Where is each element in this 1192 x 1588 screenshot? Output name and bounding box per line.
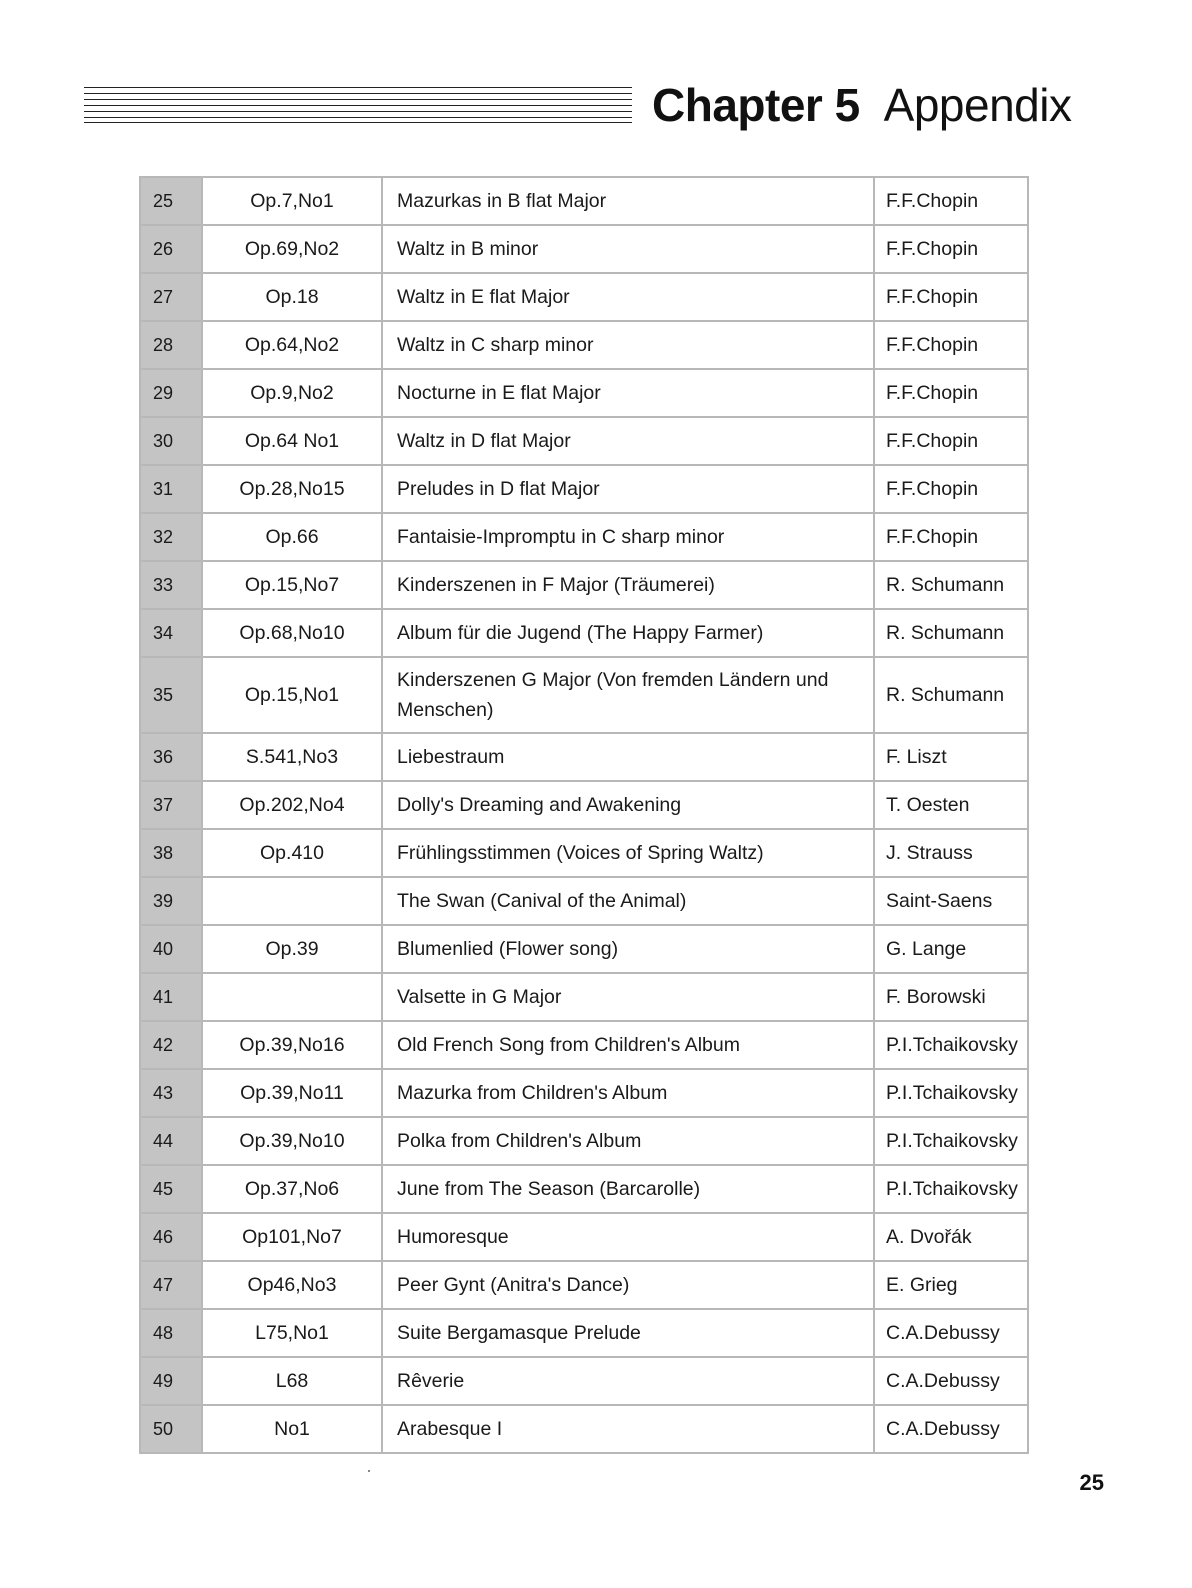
- table-row: [140, 925, 1028, 973]
- table-row: [140, 417, 1028, 465]
- table-row: [140, 369, 1028, 417]
- title-cell: Peer Gynt (Anitra's Dance): [382, 1261, 874, 1309]
- composer-cell: P.I.Tchaikovsky: [874, 1165, 1028, 1213]
- title-cell: The Swan (Canival of the Animal): [382, 877, 874, 925]
- composer-cell: P.I.Tchaikovsky: [874, 1117, 1028, 1165]
- opus-cell: Op.15,No7: [202, 561, 382, 609]
- opus-cell: Op.64,No2: [202, 321, 382, 369]
- page-number: 25: [1079, 1470, 1104, 1495]
- title-cell: Fantaisie-Impromptu in C sharp minor: [382, 513, 874, 561]
- table-row: [140, 1165, 1028, 1213]
- table-row: [140, 273, 1028, 321]
- composer-cell: P.I.Tchaikovsky: [874, 1021, 1028, 1069]
- row-number: 35: [140, 657, 202, 733]
- row-number: 27: [140, 273, 202, 321]
- composer-cell: R. Schumann: [874, 609, 1028, 657]
- table-row: [140, 1069, 1028, 1117]
- composer-cell: C.A.Debussy: [874, 1309, 1028, 1357]
- row-number: 28: [140, 321, 202, 369]
- row-number: 48: [140, 1309, 202, 1357]
- opus-cell: [202, 877, 382, 925]
- chapter-label: Chapter 5: [652, 79, 860, 131]
- title-cell: Nocturne in E flat Major: [382, 369, 874, 417]
- opus-cell: Op.18: [202, 273, 382, 321]
- row-number: 44: [140, 1117, 202, 1165]
- opus-cell: Op46,No3: [202, 1261, 382, 1309]
- opus-cell: Op.15,No1: [202, 657, 382, 733]
- composer-cell: E. Grieg: [874, 1261, 1028, 1309]
- composer-cell: C.A.Debussy: [874, 1357, 1028, 1405]
- table-row: [140, 609, 1028, 657]
- title-cell: Mazurka from Children's Album: [382, 1069, 874, 1117]
- title-cell: Waltz in D flat Major: [382, 417, 874, 465]
- row-number: 37: [140, 781, 202, 829]
- opus-cell: Op.410: [202, 829, 382, 877]
- opus-cell: Op.7,No1: [202, 177, 382, 225]
- row-number: 49: [140, 1357, 202, 1405]
- table-row: [140, 1213, 1028, 1261]
- opus-cell: Op.66: [202, 513, 382, 561]
- composer-cell: C.A.Debussy: [874, 1405, 1028, 1453]
- row-number: 41: [140, 973, 202, 1021]
- title-cell: Polka from Children's Album: [382, 1117, 874, 1165]
- opus-cell: Op.64 No1: [202, 417, 382, 465]
- title-cell: Blumenlied (Flower song): [382, 925, 874, 973]
- title-cell: Old French Song from Children's Album: [382, 1021, 874, 1069]
- title-cell: Humoresque: [382, 1213, 874, 1261]
- title-cell: Preludes in D flat Major: [382, 465, 874, 513]
- row-number: 38: [140, 829, 202, 877]
- table-row: [140, 1261, 1028, 1309]
- table-row: [140, 1309, 1028, 1357]
- composer-cell: F.F.Chopin: [874, 225, 1028, 273]
- table-row: [140, 513, 1028, 561]
- row-number: 25: [140, 177, 202, 225]
- table-row: [140, 781, 1028, 829]
- opus-cell: Op.28,No15: [202, 465, 382, 513]
- row-number: 39: [140, 877, 202, 925]
- row-number: 34: [140, 609, 202, 657]
- table-row: [140, 561, 1028, 609]
- opus-cell: Op.39,No10: [202, 1117, 382, 1165]
- table-row: [140, 973, 1028, 1021]
- composer-cell: R. Schumann: [874, 657, 1028, 733]
- title-cell: Album für die Jugend (The Happy Farmer): [382, 609, 874, 657]
- title-cell: Kinderszenen G Major (Von fremden Ländern und Menschen): [382, 657, 874, 733]
- title-cell: Waltz in E flat Major: [382, 273, 874, 321]
- composer-cell: F. Borowski: [874, 973, 1028, 1021]
- composer-cell: A. Dvořák: [874, 1213, 1028, 1261]
- opus-cell: Op101,No7: [202, 1213, 382, 1261]
- row-number: 43: [140, 1069, 202, 1117]
- table-row: [140, 465, 1028, 513]
- table-row: [140, 829, 1028, 877]
- composer-cell: Saint-Saens: [874, 877, 1028, 925]
- composer-cell: F. Liszt: [874, 733, 1028, 781]
- composer-cell: G. Lange: [874, 925, 1028, 973]
- table-row: [140, 177, 1028, 225]
- title-cell: Valsette in G Major: [382, 973, 874, 1021]
- title-cell: Dolly's Dreaming and Awakening: [382, 781, 874, 829]
- composer-cell: F.F.Chopin: [874, 273, 1028, 321]
- opus-cell: Op.39,No11: [202, 1069, 382, 1117]
- row-number: 40: [140, 925, 202, 973]
- opus-cell: No1: [202, 1405, 382, 1453]
- composer-cell: F.F.Chopin: [874, 369, 1028, 417]
- table-row: [140, 321, 1028, 369]
- table-row: [140, 657, 1028, 733]
- title-cell: Kinderszenen in F Major (Träumerei): [382, 561, 874, 609]
- row-number: 31: [140, 465, 202, 513]
- table-row: [140, 1117, 1028, 1165]
- row-number: 29: [140, 369, 202, 417]
- table-row: [140, 733, 1028, 781]
- composer-cell: F.F.Chopin: [874, 513, 1028, 561]
- composer-cell: F.F.Chopin: [874, 321, 1028, 369]
- table-row: [140, 1357, 1028, 1405]
- row-number: 47: [140, 1261, 202, 1309]
- title-cell: Liebestraum: [382, 733, 874, 781]
- composer-cell: F.F.Chopin: [874, 417, 1028, 465]
- table-row: [140, 877, 1028, 925]
- row-number: 32: [140, 513, 202, 561]
- title-cell: Frühlingsstimmen (Voices of Spring Waltz): [382, 829, 874, 877]
- opus-cell: S.541,No3: [202, 733, 382, 781]
- composer-cell: P.I.Tchaikovsky: [874, 1069, 1028, 1117]
- opus-cell: Op.69,No2: [202, 225, 382, 273]
- page-title: [652, 78, 1072, 132]
- title-cell: Rêverie: [382, 1357, 874, 1405]
- opus-cell: L75,No1: [202, 1309, 382, 1357]
- title-cell: Suite Bergamasque Prelude: [382, 1309, 874, 1357]
- row-number: 50: [140, 1405, 202, 1453]
- opus-cell: Op.37,No6: [202, 1165, 382, 1213]
- title-cell: Arabesque I: [382, 1405, 874, 1453]
- row-number: 33: [140, 561, 202, 609]
- title-cell: June from The Season (Barcarolle): [382, 1165, 874, 1213]
- title-cell: Waltz in B minor: [382, 225, 874, 273]
- table-row: [140, 1405, 1028, 1453]
- opus-cell: Op.202,No4: [202, 781, 382, 829]
- appendix-table: [139, 176, 1029, 1454]
- opus-cell: Op.39: [202, 925, 382, 973]
- opus-cell: Op.68,No10: [202, 609, 382, 657]
- row-number: 42: [140, 1021, 202, 1069]
- composer-cell: T. Oesten: [874, 781, 1028, 829]
- row-number: 46: [140, 1213, 202, 1261]
- row-number: 45: [140, 1165, 202, 1213]
- table-row: [140, 1021, 1028, 1069]
- section-label: Appendix: [883, 79, 1072, 131]
- header-rules: [84, 87, 632, 123]
- row-number: 36: [140, 733, 202, 781]
- opus-cell: Op.9,No2: [202, 369, 382, 417]
- opus-cell: [202, 973, 382, 1021]
- row-number: 26: [140, 225, 202, 273]
- title-cell: Mazurkas in B flat Major: [382, 177, 874, 225]
- composer-cell: F.F.Chopin: [874, 177, 1028, 225]
- opus-cell: L68: [202, 1357, 382, 1405]
- table-row: [140, 225, 1028, 273]
- composer-cell: R. Schumann: [874, 561, 1028, 609]
- composer-cell: F.F.Chopin: [874, 465, 1028, 513]
- composer-cell: J. Strauss: [874, 829, 1028, 877]
- row-number: 30: [140, 417, 202, 465]
- stray-dot: [368, 1470, 370, 1472]
- title-cell: Waltz in C sharp minor: [382, 321, 874, 369]
- opus-cell: Op.39,No16: [202, 1021, 382, 1069]
